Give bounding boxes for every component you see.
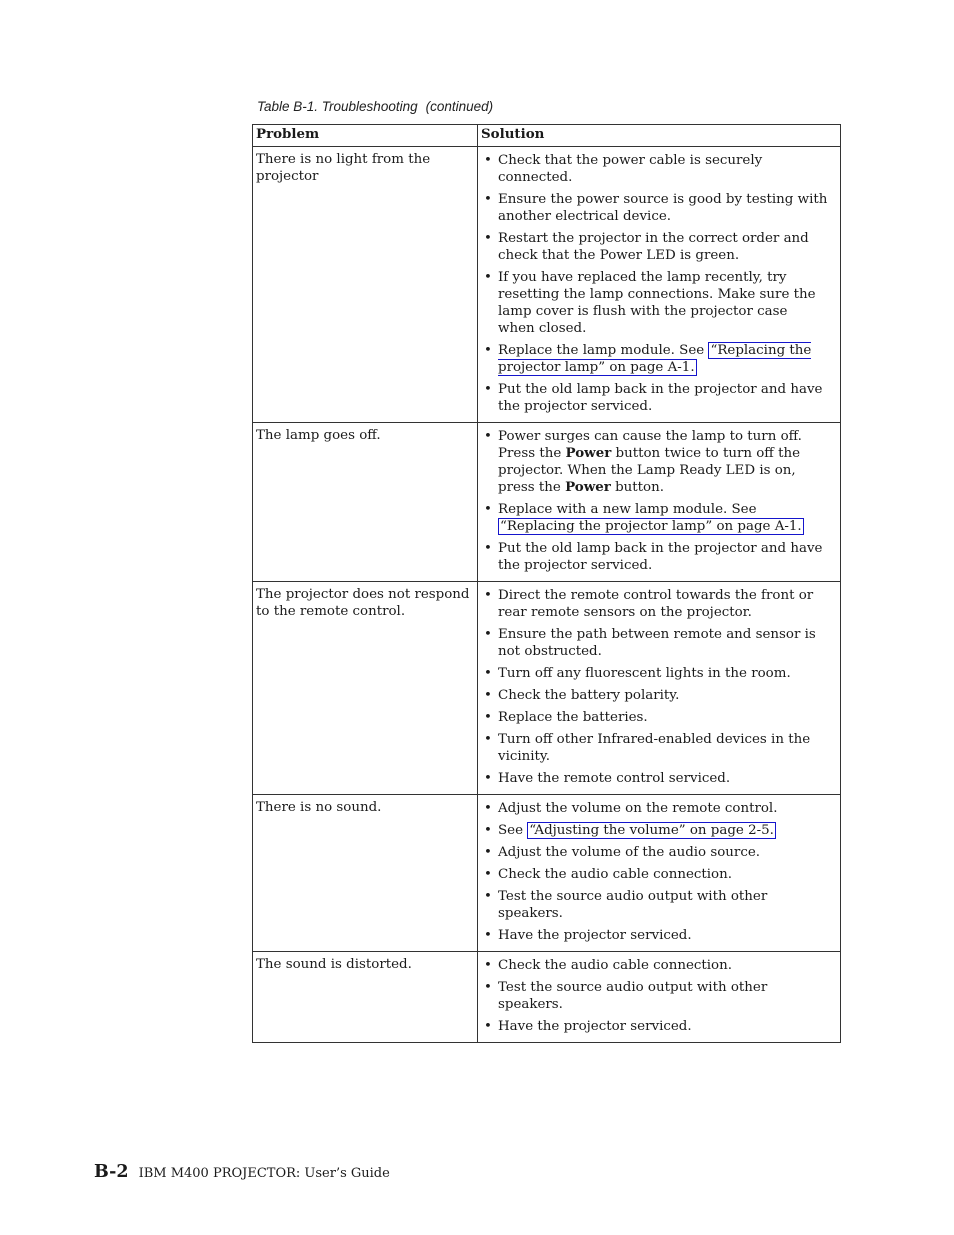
solution-item	[482, 626, 828, 660]
problem-cell: The sound is distorted.	[253, 952, 478, 1043]
caption-continued: (continued)	[425, 99, 494, 114]
solution-text: Put the old lamp back in the projector and have the projector serviced.	[498, 382, 823, 414]
solution-item	[482, 191, 828, 225]
power-keyword: Power	[565, 445, 612, 461]
table-caption	[257, 99, 493, 114]
solution-item	[482, 844, 828, 861]
problem-cell: There is no sound.	[253, 795, 478, 952]
solution-item	[482, 770, 828, 787]
solution-text: If you have replaced the lamp recently, try resetting the lamp connections. Make sure the lamp cover is flush with the projector case when closed.	[498, 270, 816, 336]
solution-text: Check the battery polarity.	[498, 688, 680, 703]
problem-cell: There is no light from the projector	[253, 147, 478, 423]
solution-text: Ensure the path between remote and sensor is not obstructed.	[498, 627, 816, 659]
cross-reference-link[interactable]: “Replacing the projector lamp” on page A-1.	[498, 343, 812, 375]
solution-item	[482, 152, 828, 186]
table-row	[253, 795, 841, 952]
solution-item	[482, 822, 828, 839]
solution-item	[482, 866, 828, 883]
solution-item	[482, 709, 828, 726]
solution-text: Check the audio cable connection.	[498, 958, 732, 973]
solution-item	[482, 800, 828, 817]
problem-cell: The lamp goes off.	[253, 423, 478, 582]
document-title: IBM M400 PROJECTOR: User’s Guide	[138, 1166, 390, 1181]
cross-reference-link[interactable]: “Replacing the projector lamp” on page A-1.	[500, 519, 802, 534]
solution-item	[482, 587, 828, 621]
solution-text: button.	[610, 480, 665, 495]
solution-text: Have the projector serviced.	[498, 1019, 692, 1034]
problem-cell: The projector does not respond to the remote control.	[253, 582, 478, 795]
solution-cell	[478, 795, 841, 952]
solution-list	[482, 957, 828, 1035]
solution-text: Have the remote control serviced.	[498, 771, 731, 786]
solution-item	[482, 342, 828, 376]
table-row	[253, 147, 841, 423]
solution-list	[482, 152, 828, 415]
solution-item	[482, 888, 828, 922]
header-problem: Problem	[253, 125, 478, 147]
solution-cell	[478, 582, 841, 795]
solution-item	[482, 428, 828, 496]
troubleshooting-table	[252, 124, 841, 1043]
solution-text: Power surges can cause the lamp to turn off. Press the	[498, 429, 802, 461]
solution-item	[482, 269, 828, 337]
solution-item	[482, 927, 828, 944]
table-header-row	[253, 125, 841, 147]
solution-cell	[478, 952, 841, 1043]
header-solution: Solution	[478, 125, 841, 147]
solution-text: See	[498, 823, 528, 838]
solution-text: Check that the power cable is securely connected.	[498, 153, 763, 185]
solution-item	[482, 687, 828, 704]
solution-item	[482, 1018, 828, 1035]
solution-cell	[478, 147, 841, 423]
solution-list	[482, 800, 828, 944]
caption-label: Table B-1. Troubleshooting	[257, 99, 418, 114]
solution-list	[482, 428, 828, 574]
solution-item	[482, 230, 828, 264]
solution-text: Turn off any fluorescent lights in the room.	[498, 666, 791, 681]
solution-item	[482, 731, 828, 765]
cross-reference-link[interactable]: “Adjusting the volume” on page 2-5.	[529, 823, 774, 838]
solution-item	[482, 540, 828, 574]
solution-text: Turn off other Infrared-enabled devices in the vicinity.	[498, 732, 811, 764]
solution-text: Have the projector serviced.	[498, 928, 692, 943]
solution-text: Restart the projector in the correct order and check that the Power LED is green.	[498, 231, 809, 263]
solution-item	[482, 979, 828, 1013]
solution-item	[482, 381, 828, 415]
solution-text: Adjust the volume of the audio source.	[498, 845, 761, 860]
solution-item	[482, 957, 828, 974]
solution-item	[482, 501, 828, 535]
solution-text: Check the audio cable connection.	[498, 867, 732, 882]
solution-list	[482, 587, 828, 787]
solution-text: Replace the lamp module. See	[498, 343, 709, 358]
solution-text: Ensure the power source is good by testing with another electrical device.	[498, 192, 828, 224]
table-body	[253, 147, 841, 1043]
solution-text: button twice to turn off the projector. When the Lamp Ready LED is on, press the	[498, 446, 800, 495]
table-row	[253, 423, 841, 582]
solution-text: Test the source audio output with other speakers.	[498, 980, 768, 1012]
page-footer	[94, 1162, 390, 1182]
solution-text: Test the source audio output with other speakers.	[498, 889, 768, 921]
solution-text: Replace with a new lamp module. See	[498, 502, 757, 517]
solution-text: Adjust the volume on the remote control.	[498, 801, 778, 816]
page-number: B-2	[94, 1162, 129, 1182]
solution-item	[482, 665, 828, 682]
solution-cell	[478, 423, 841, 582]
solution-text: Replace the batteries.	[498, 710, 648, 725]
solution-text: Put the old lamp back in the projector and have the projector serviced.	[498, 541, 823, 573]
table-row	[253, 952, 841, 1043]
solution-text: Direct the remote control towards the front or rear remote sensors on the projector.	[498, 588, 814, 620]
power-keyword: Power	[565, 479, 611, 495]
table-row	[253, 582, 841, 795]
